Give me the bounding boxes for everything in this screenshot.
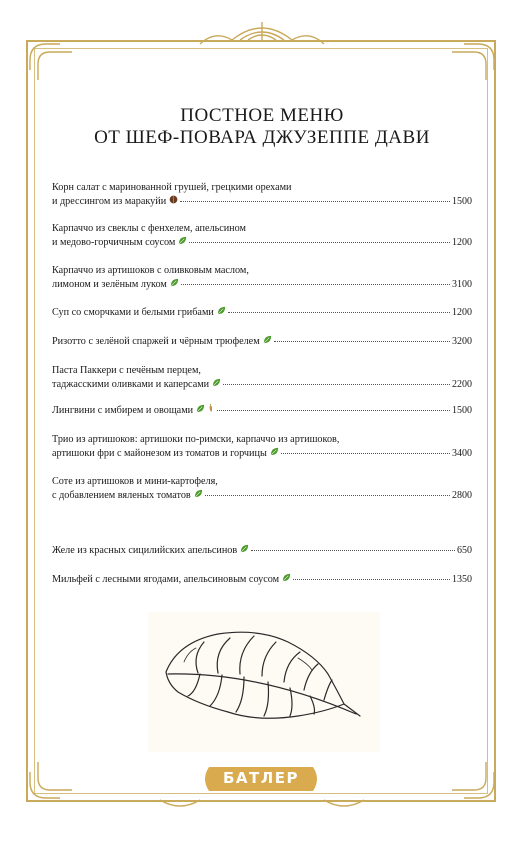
- menu-item-name-line: лимоном и зелёным луком: [52, 279, 167, 290]
- menu-item-price: 1500: [452, 405, 472, 416]
- dotted-leader: [223, 384, 450, 385]
- menu-item-name-line: Паста Паккери с печёным перцем,: [52, 365, 201, 376]
- menu-item-price: 1500: [452, 196, 472, 207]
- leaf-icon: [270, 447, 279, 456]
- menu-item: [52, 364, 472, 392]
- leaf-icon: [212, 378, 221, 387]
- leaf-illustration: [148, 612, 380, 752]
- leaf-icon: [217, 306, 226, 315]
- menu-item-name-line: Суп со сморчками и белыми грибами: [52, 307, 214, 318]
- menu-item-name-line: Карпаччо из свеклы с фенхелем, апельсином: [52, 223, 246, 234]
- dotted-leader: [205, 495, 450, 496]
- menu-item-price: 1200: [452, 307, 472, 318]
- chili-icon: [206, 404, 215, 413]
- menu-item-name-line: таджасскими оливками и каперсами: [52, 379, 210, 390]
- leaf-icon: [170, 278, 179, 287]
- menu-item-name-line: Соте из артишоков и мини-картофеля,: [52, 476, 218, 487]
- dotted-leader: [293, 579, 450, 580]
- dotted-leader: [181, 284, 450, 285]
- menu-item: [52, 222, 472, 250]
- menu-item-name-line: и медово-горчичным соусом: [52, 237, 176, 248]
- dotted-leader: [281, 453, 450, 454]
- menu-item-price: 2800: [452, 490, 472, 501]
- menu-item-name-line: и дрессингом из маракуйи: [52, 196, 167, 207]
- menu-item-name-line: Лингвини с имбирем и овощами: [52, 405, 194, 416]
- menu-item-price: 2200: [452, 379, 472, 390]
- menu-item-price: 650: [457, 545, 472, 556]
- menu-item-name-line: Мильфей с лесными ягодами, апельсиновым соусом: [52, 574, 280, 585]
- dotted-leader: [180, 201, 450, 202]
- leaf-icon: [263, 335, 272, 344]
- menu-item-price: 1200: [452, 237, 472, 248]
- leaf-icon: [282, 573, 291, 582]
- dotted-leader: [251, 550, 455, 551]
- leaf-icon: [240, 544, 249, 553]
- menu-item-name-line: Трио из артишоков: артишоки по-римски, карпаччо из артишоков,: [52, 434, 340, 445]
- menu-item: [52, 264, 472, 292]
- dotted-leader: [274, 341, 450, 342]
- menu-item-name-line: Ризотто с зелёной спаржей и чёрным трюфелем: [52, 336, 260, 347]
- menu-item: [52, 335, 472, 349]
- menu-item-price: 3200: [452, 336, 472, 347]
- butler-logo-text: БАТЛЕР: [223, 769, 299, 787]
- menu-item: [52, 475, 472, 503]
- menu-item-name-line: с добавлением вяленых томатов: [52, 490, 191, 501]
- menu-item: [52, 181, 472, 209]
- menu-item-price: 3100: [452, 279, 472, 290]
- leaf-icon: [178, 236, 187, 245]
- leaf-icon: [194, 489, 203, 498]
- menu-item-price: 1350: [452, 574, 472, 585]
- menu-item: [52, 573, 472, 587]
- dotted-leader: [217, 410, 450, 411]
- dotted-leader: [228, 312, 450, 313]
- menu-item: [52, 433, 472, 461]
- dotted-leader: [189, 242, 450, 243]
- menu-item: [52, 306, 472, 320]
- menu-title-line1: ПОСТНОЕ МЕНЮ: [180, 105, 344, 126]
- menu-item: [52, 544, 472, 558]
- menu-item-name-line: Корн салат с маринованной грушей, грецкими орехами: [52, 182, 292, 193]
- menu-item-price: 3400: [452, 448, 472, 459]
- leaf-icon: [196, 404, 205, 413]
- leaf-drawing: [148, 612, 380, 752]
- menu-item: [52, 404, 472, 418]
- menu-title-line2: ОТ ШЕФ-ПОВАРА ДЖУЗЕППЕ ДАВИ: [94, 127, 430, 148]
- menu-item-name-line: Карпаччо из артишоков с оливковым маслом,: [52, 265, 249, 276]
- menu-item-name-line: артишоки фри с майонезом из томатов и горчицы: [52, 448, 267, 459]
- chocolate-icon: [169, 195, 178, 204]
- menu-item-name-line: Желе из красных сицилийских апельсинов: [52, 545, 238, 556]
